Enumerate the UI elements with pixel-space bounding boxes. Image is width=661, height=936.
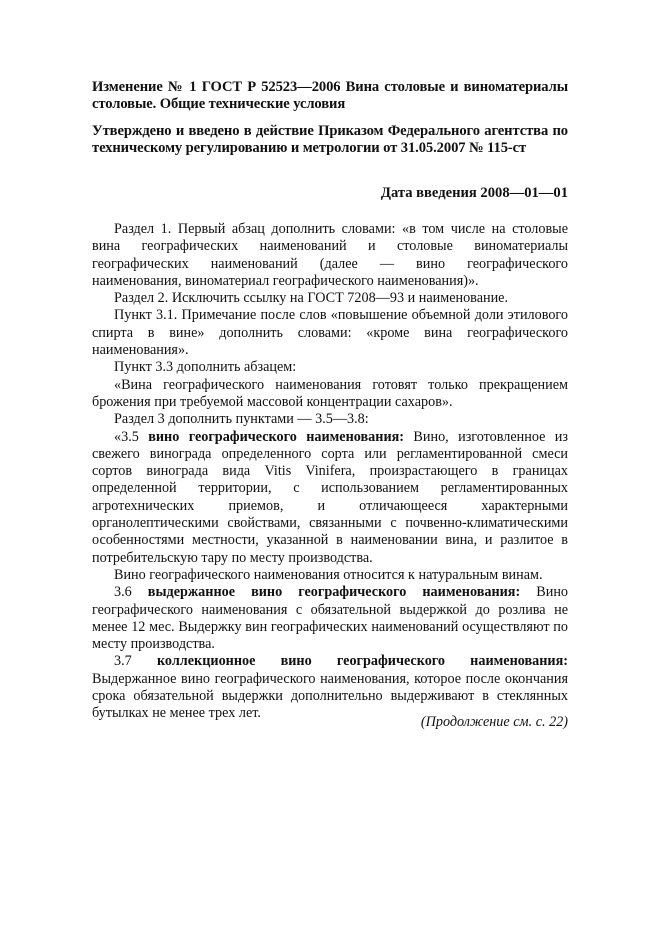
definition-3-6-term: выдержанное вино географического наименования: <box>147 584 521 601</box>
paragraph-section-1: Раздел 1. Первый абзац дополнить словами: «в том числе на столовые вина географических наименований и столовые виноматериалы географических наименований (далее — вино географического наименования, виноматериал географического наименования)». <box>92 221 568 289</box>
effective-date: Дата введения 2008—01—01 <box>380 185 568 201</box>
paragraph-natural-wines: Вино географического наименования относится к натуральным винам. <box>114 566 543 583</box>
paragraph-clause-3-3-text: «Вина географического наименования готовят только прекращением брожения при требуемой массовой концентрации сахаров». <box>92 376 568 410</box>
definition-3-5-term: вино географического наименования: <box>148 428 405 445</box>
paragraph-clause-3-1: Пункт 3.1. Примечание после слов «повышение объемной доли этилового спирта в вине» дополнить словами: «кроме вина географического наименования». <box>92 307 568 359</box>
definition-3-7-term: коллекционное вино географического наименования: <box>156 653 569 670</box>
definition-3-7 <box>92 653 568 722</box>
document-content <box>92 79 568 723</box>
amendment-title: Изменение № 1 ГОСТ Р 52523—2006 Вина столовые и виноматериалы столовые. Общие технические условия <box>92 79 568 112</box>
document-body <box>92 221 568 723</box>
paragraph-section-2: Раздел 2. Исключить ссылку на ГОСТ 7208—93 и наименование. <box>114 290 509 307</box>
definition-3-6-number: 3.6 <box>114 584 148 601</box>
approval-statement: Утверждено и введено в действие Приказом Федерального агентства по техническому регулированию и метрологии от 31.05.2007 № 115-ст <box>92 123 568 156</box>
paragraph-section-3-add: Раздел 3 дополнить пунктами — 3.5—3.8: <box>114 411 369 428</box>
definition-3-5-number: «3.5 <box>114 428 149 445</box>
definition-3-7-number: 3.7 <box>114 653 157 670</box>
definition-3-7-text: Выдержанное вино географического наименования, которое после окончания срока обязательной выдержки дополнительно выдерживают в стеклянных бутылках не менее трех лет. <box>92 670 568 722</box>
definition-3-5 <box>92 429 568 567</box>
definition-3-6 <box>92 584 568 653</box>
paragraph-clause-3-3: Пункт 3.3 дополнить абзацем: <box>114 359 297 376</box>
continuation-note: (Продолжение см. с. 22) <box>420 714 568 730</box>
definition-3-5-text: Вино, изготовленное из свежего винограда определенного сорта или регламентированной смеси сортов винограда вида Vitis Vinifera, произрастающего в границах определенной территории, с использованием регламентированных агротехнических приемов, и отличающееся характерными органолептическими свойствами, связанными с почвенно-климатическими особенностями местности, указанной в наименовании вина, и разлитое в потребительскую тару по месту производства. <box>92 428 568 566</box>
definition-3-6-text: Вино географического наименования с обязательной выдержкой до розлива не менее 12 мес. Выдержку вин географических наименований осуществляют по месту производства. <box>92 584 569 653</box>
